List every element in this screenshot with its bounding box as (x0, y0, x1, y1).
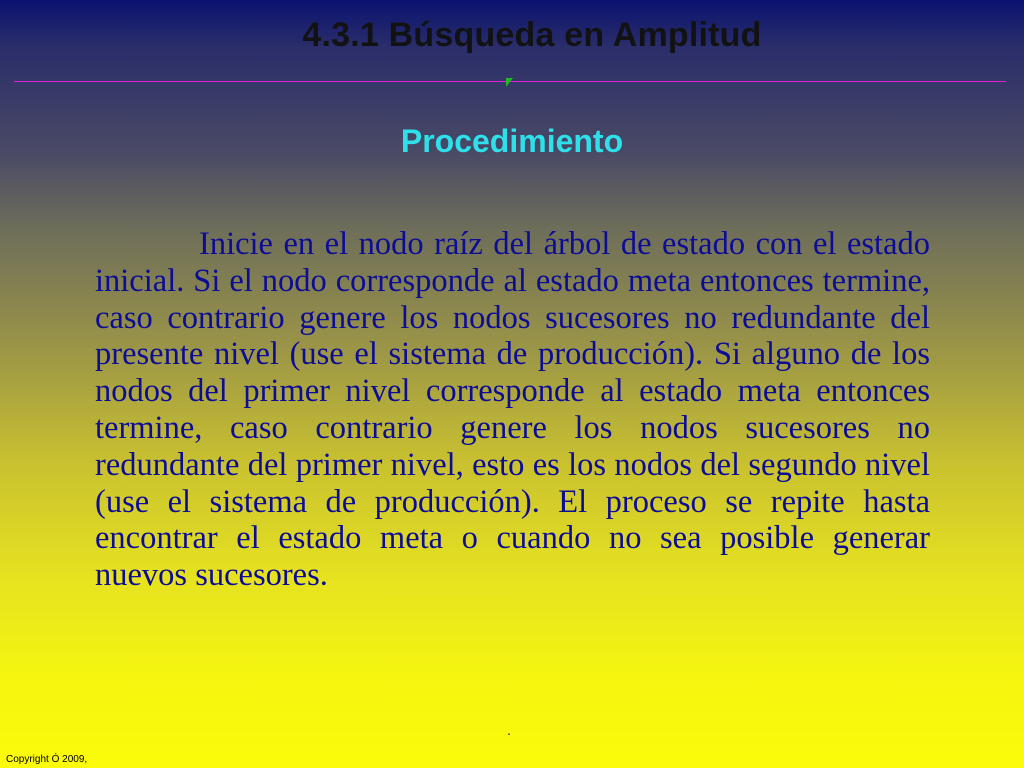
green-marker-icon (506, 78, 513, 87)
slide-subtitle: Procedimiento (400, 123, 624, 159)
slide-title: 4.3.1 Búsqueda en Amplitud (302, 16, 762, 54)
footer-mark: . (507, 722, 511, 738)
copyright-notice: Copyright Ó 2009, (6, 754, 88, 765)
procedure-paragraph: Inicie en el nodo raíz del árbol de estado con el estado inicial. Si el nodo corresponde al estado meta entonces termine, caso contrario genere los nodos sucesores no redundante del presente nivel (use el sistema de producción). Si alguno de los nodos del primer nivel corresponde al estado meta entonces termine, caso contrario genere los nodos sucesores no redundante del primer nivel, esto es los nodos del segundo nivel (use el sistema de producción). El proceso se repite hasta encontrar el estado meta o cuando no sea posible generar nuevos sucesores. (95, 226, 930, 594)
